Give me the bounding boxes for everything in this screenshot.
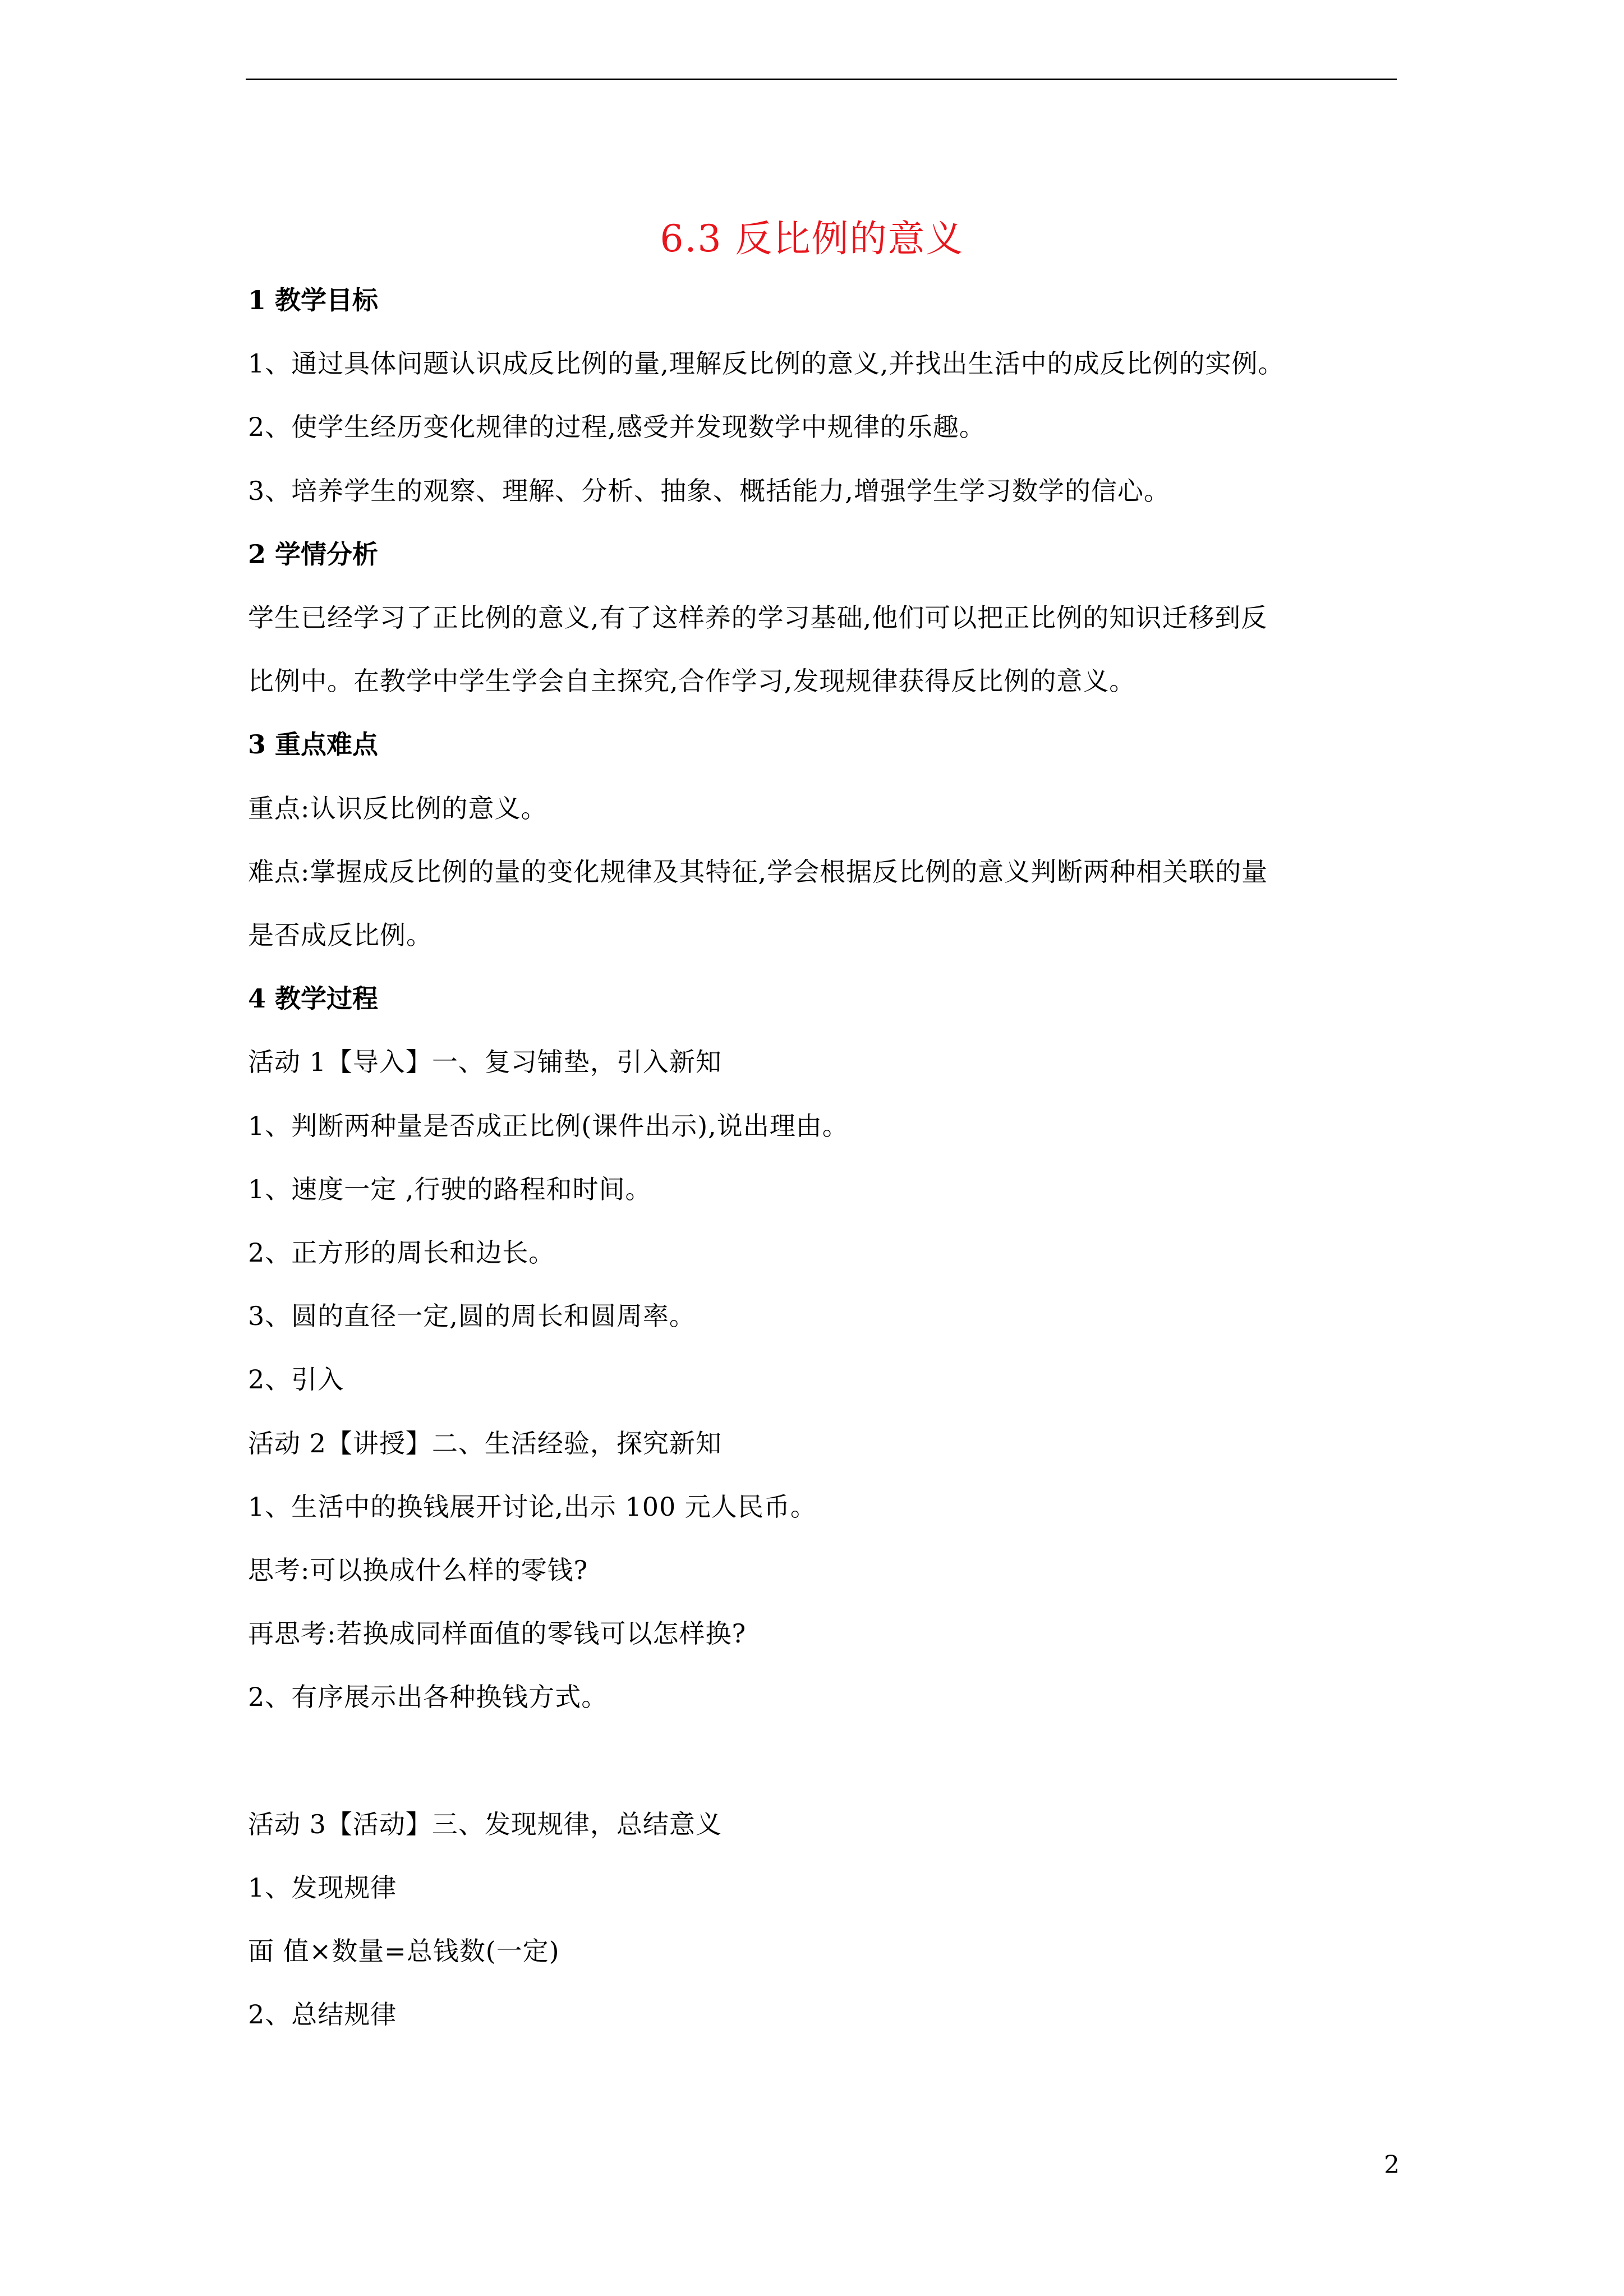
body-paragraph: 活动 1【导入】一、复习铺垫，引入新知 xyxy=(248,1047,722,1078)
body-paragraph: 思考:可以换成什么样的零钱? xyxy=(248,1555,588,1585)
body-paragraph: 3、圆的直径一定,圆的周长和圆周率。 xyxy=(248,1301,696,1332)
section-heading: 4 教学过程 xyxy=(248,983,379,1014)
body-paragraph: 难点:掌握成反比例的量的变化规律及其特征,学会根据反比例的意义判断两种相关联的量 xyxy=(248,856,1268,887)
body-paragraph: 是否成反比例。 xyxy=(248,920,433,950)
body-paragraph: 2、使学生经历变化规律的过程,感受并发现数学中规律的乐趣。 xyxy=(248,412,986,443)
body-paragraph: 再思考:若换成同样面值的零钱可以怎样换? xyxy=(248,1618,747,1649)
body-paragraph: 1、生活中的换钱展开讨论,出示 100 元人民币。 xyxy=(248,1491,817,1522)
body-paragraph: 活动 3【活动】三、发现规律，总结意义 xyxy=(248,1809,722,1839)
body-paragraph: 2、总结规律 xyxy=(248,1999,397,2030)
section-heading: 1 教学目标 xyxy=(248,285,379,315)
document-body xyxy=(248,0,1397,2188)
page-number: 2 xyxy=(1384,2151,1400,2179)
body-paragraph: 面 值×数量=总钱数(一定) xyxy=(248,1936,560,1967)
body-paragraph: 1、通过具体问题认识成反比例的量,理解反比例的意义,并找出生活中的成反比例的实例。 xyxy=(248,348,1285,379)
section-heading: 2 学情分析 xyxy=(248,539,379,569)
body-paragraph: 2、有序展示出各种换钱方式。 xyxy=(248,1682,608,1713)
body-paragraph: 2、正方形的周长和边长。 xyxy=(248,1237,555,1268)
body-paragraph: 1、判断两种量是否成正比例(课件出示),说出理由。 xyxy=(248,1110,849,1141)
document-title: 6.3 反比例的意义 xyxy=(660,217,964,260)
body-paragraph: 活动 2【讲授】二、生活经验，探究新知 xyxy=(248,1428,722,1458)
body-paragraph: 重点:认识反比例的意义。 xyxy=(248,793,548,823)
section-heading: 3 重点难点 xyxy=(248,729,379,760)
body-paragraph: 比例中。在教学中学生学会自主探究,合作学习,发现规律获得反比例的意义。 xyxy=(248,666,1136,697)
body-paragraph: 3、培养学生的观察、理解、分析、抽象、概括能力,增强学生学习数学的信心。 xyxy=(248,475,1170,506)
body-paragraph: 1、发现规律 xyxy=(248,1872,397,1903)
body-paragraph: 1、速度一定 ,行驶的路程和时间。 xyxy=(248,1174,652,1204)
body-paragraph: 学生已经学习了正比例的意义,有了这样养的学习基础,他们可以把正比例的知识迁移到反 xyxy=(248,602,1268,633)
body-paragraph: 2、引入 xyxy=(248,1364,344,1395)
